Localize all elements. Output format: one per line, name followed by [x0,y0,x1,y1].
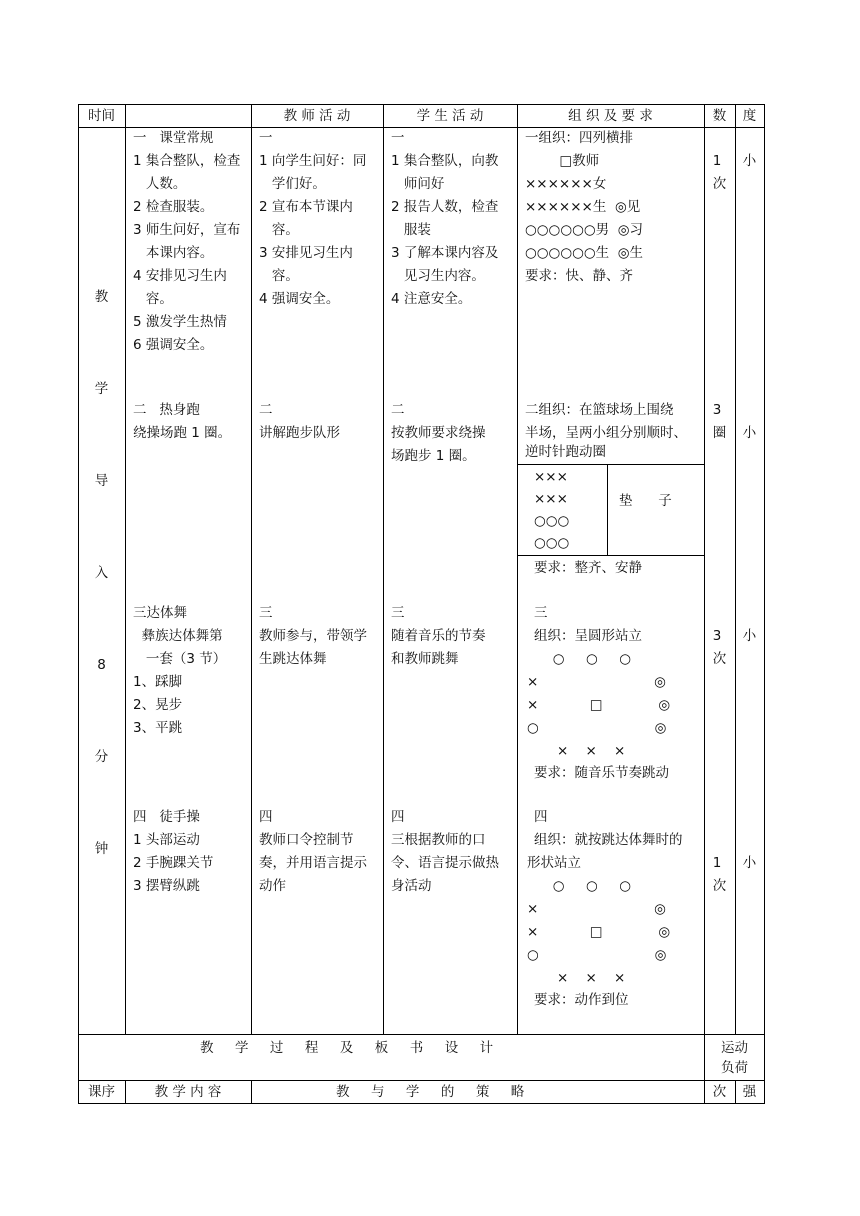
student-line: 三根据教师的口 [391,832,486,848]
mat-box-divider [607,464,608,556]
section-char: 分 [94,749,109,765]
formation-row: ○ ○ ○ [527,651,631,667]
content-line: 2、晃步 [133,697,183,713]
order-label: 课序 [88,1084,115,1100]
org-requirement: 要求：动作到位 [534,992,629,1008]
teacher-line: 3 安排见习生内 [259,245,353,261]
section-char: 入 [94,565,109,581]
col-line-3 [383,104,384,1035]
content-line: 3 摆臂纵跳 [133,878,200,894]
teacher-line: 教师参与，带领学 [259,628,367,644]
teacher-line: 1 向学生问好：同 [259,153,367,169]
student-line: 服装 [391,222,431,238]
header-degree: 度 [742,108,757,124]
student-line: 一 [391,130,405,146]
content-line: 容。 [133,291,173,307]
content-line: 三达体舞 [133,605,187,621]
org-line: ○○○○○○男 ◎习 [525,222,644,238]
count-unit: 圈 [712,425,727,441]
count-number: 1 [712,153,722,169]
content-line: 本课内容。 [133,245,214,261]
org-line: 一组织：四列横排 [525,130,633,146]
student-line: 三 [391,605,405,621]
section-char: 学 [94,381,109,397]
count-number: 3 [712,628,722,644]
org-requirement: 要求：随音乐节奏跳动 [534,765,669,781]
teacher-line: 一 [259,130,273,146]
org-requirement: 要求：整齐、安静 [534,560,642,576]
content-line: 3 师生问好，宣布 [133,222,241,238]
content-line: 人数。 [133,176,187,192]
intensity-label: 强 [742,1084,757,1100]
table-border-right [764,104,765,1104]
formation-row: × × × [527,970,626,986]
mat-symbol-row: ××× [534,469,568,485]
content-label: 教 学 内 容 [154,1084,222,1100]
content-line: 5 激发学生热情 [133,314,227,330]
teacher-line: 4 强调安全。 [259,291,340,307]
org-line: 形状站立 [527,855,581,871]
content-line: 2 检查服装。 [133,199,214,215]
org-line: 要求：快、静、齐 [525,268,633,284]
times-label: 次 [712,1084,727,1100]
student-line: 师问好 [391,176,445,192]
content-line: 1、踩脚 [133,674,183,690]
student-line: 身活动 [391,878,432,894]
student-line: 1 集合整队，向教 [391,153,499,169]
content-line: 3、平跳 [133,720,183,736]
col-line-2 [251,104,252,1035]
content-line: 一套（3 节） [133,651,227,667]
student-line: 2 报告人数，检查 [391,199,499,215]
mat-symbol-row: ××× [534,491,568,507]
teacher-line: 容。 [259,268,299,284]
teacher-line: 四 [259,809,273,825]
org-line: 逆时针跑动圈 [525,444,606,460]
load-label-1: 运动 [721,1040,748,1056]
header-student: 学 生 活 动 [416,108,484,124]
student-line: 随着音乐的节奏 [391,628,486,644]
count-number: 3 [712,402,722,418]
content-line: 2 手腕踝关节 [133,855,214,871]
org-line: 半场，呈两小组分别顺时、 [525,425,687,441]
org-line: ○○○○○○生 ◎生 [525,245,644,261]
student-line: 四 [391,809,405,825]
mat-label: 垫 子 [619,493,672,509]
count-unit: 次 [712,651,727,667]
student-line: 按教师要求绕操 [391,425,486,441]
degree-value: 小 [742,855,757,871]
content-line: 4 安排见习生内 [133,268,227,284]
content-line: 一 课堂常规 [133,130,214,146]
col-line-1 [125,104,126,1035]
content-line: 6 强调安全。 [133,337,214,353]
col-line-5 [704,104,705,1104]
section-char: 教 [94,289,109,305]
org-line: ××××××生 ◎见 [525,199,641,215]
teacher-line: 二 [259,402,273,418]
student-line: 和教师跳舞 [391,651,459,667]
teacher-line: 容。 [259,222,299,238]
body-bottom-line [78,1034,765,1035]
content-line: 彝族达体舞第 [133,628,223,644]
formation-row: × ◎ [527,901,666,917]
header-time: 时间 [88,108,115,124]
col-line-4 [517,104,518,1035]
formation-row: ○ ◎ [527,947,667,963]
org-line: 组织：呈圆形站立 [534,628,642,644]
count-unit: 次 [712,878,727,894]
mat-box-bottom [517,555,704,556]
content-line: 二 热身跑 [133,402,200,418]
teacher-line: 生跳达体舞 [259,651,327,667]
mat-box-top [517,464,704,465]
degree-value: 小 [742,628,757,644]
org-line: 组织：就按跳达体舞时的 [534,832,683,848]
section-char: 8 [97,657,106,673]
student-line: 见习生内容。 [391,268,485,284]
org-line: □教师 [525,153,600,169]
col-line-6 [735,104,736,1035]
col-line-2b [251,1080,252,1104]
teacher-line: 三 [259,605,273,621]
strategy-label: 教 与 学 的 策 略 [336,1084,525,1100]
formation-row: × □ ◎ [527,697,671,713]
student-line: 令、语言提示做热 [391,855,499,871]
design-title: 教 学 过 程 及 板 书 设 计 [200,1040,494,1056]
formation-row: × × × [527,743,626,759]
org-line: 三 [534,605,548,621]
formation-row: × □ ◎ [527,924,671,940]
content-line: 四 徒手操 [133,809,200,825]
org-line: 四 [534,809,548,825]
formation-row: ○ ○ ○ [527,878,631,894]
teacher-line: 奏，并用语言提示 [259,855,367,871]
teacher-line: 动作 [259,878,286,894]
student-line: 场跑步 1 圈。 [391,448,476,464]
mat-symbol-row: ○○○ [534,535,570,551]
degree-value: 小 [742,425,757,441]
teacher-line: 教师口令控制节 [259,832,354,848]
content-line: 1 头部运动 [133,832,200,848]
student-line: 4 注意安全。 [391,291,472,307]
org-line: 二组织：在篮球场上围绕 [525,402,674,418]
teacher-line: 讲解跑步队形 [259,425,340,441]
section-char: 钟 [94,841,109,857]
count-number: 1 [712,855,722,871]
header-org: 组 织 及 要 求 [568,108,653,124]
header-count: 数 [712,108,727,124]
section-char: 导 [94,473,109,489]
section-label [78,240,125,907]
header-teacher: 教 师 活 动 [283,108,351,124]
student-line: 3 了解本课内容及 [391,245,499,261]
count-unit: 次 [712,176,727,192]
teacher-line: 学们好。 [259,176,326,192]
load-label-2: 负荷 [721,1060,748,1076]
content-line: 1 集合整队，检查 [133,153,241,169]
mat-symbol-row: ○○○ [534,513,570,529]
formation-row: × ◎ [527,674,666,690]
content-line: 绕操场跑 1 圈。 [133,425,232,441]
formation-row: ○ ◎ [527,720,667,736]
student-line: 二 [391,402,405,418]
teacher-line: 2 宣布本节课内 [259,199,353,215]
degree-value: 小 [742,153,757,169]
org-line: ××××××女 [525,176,607,192]
